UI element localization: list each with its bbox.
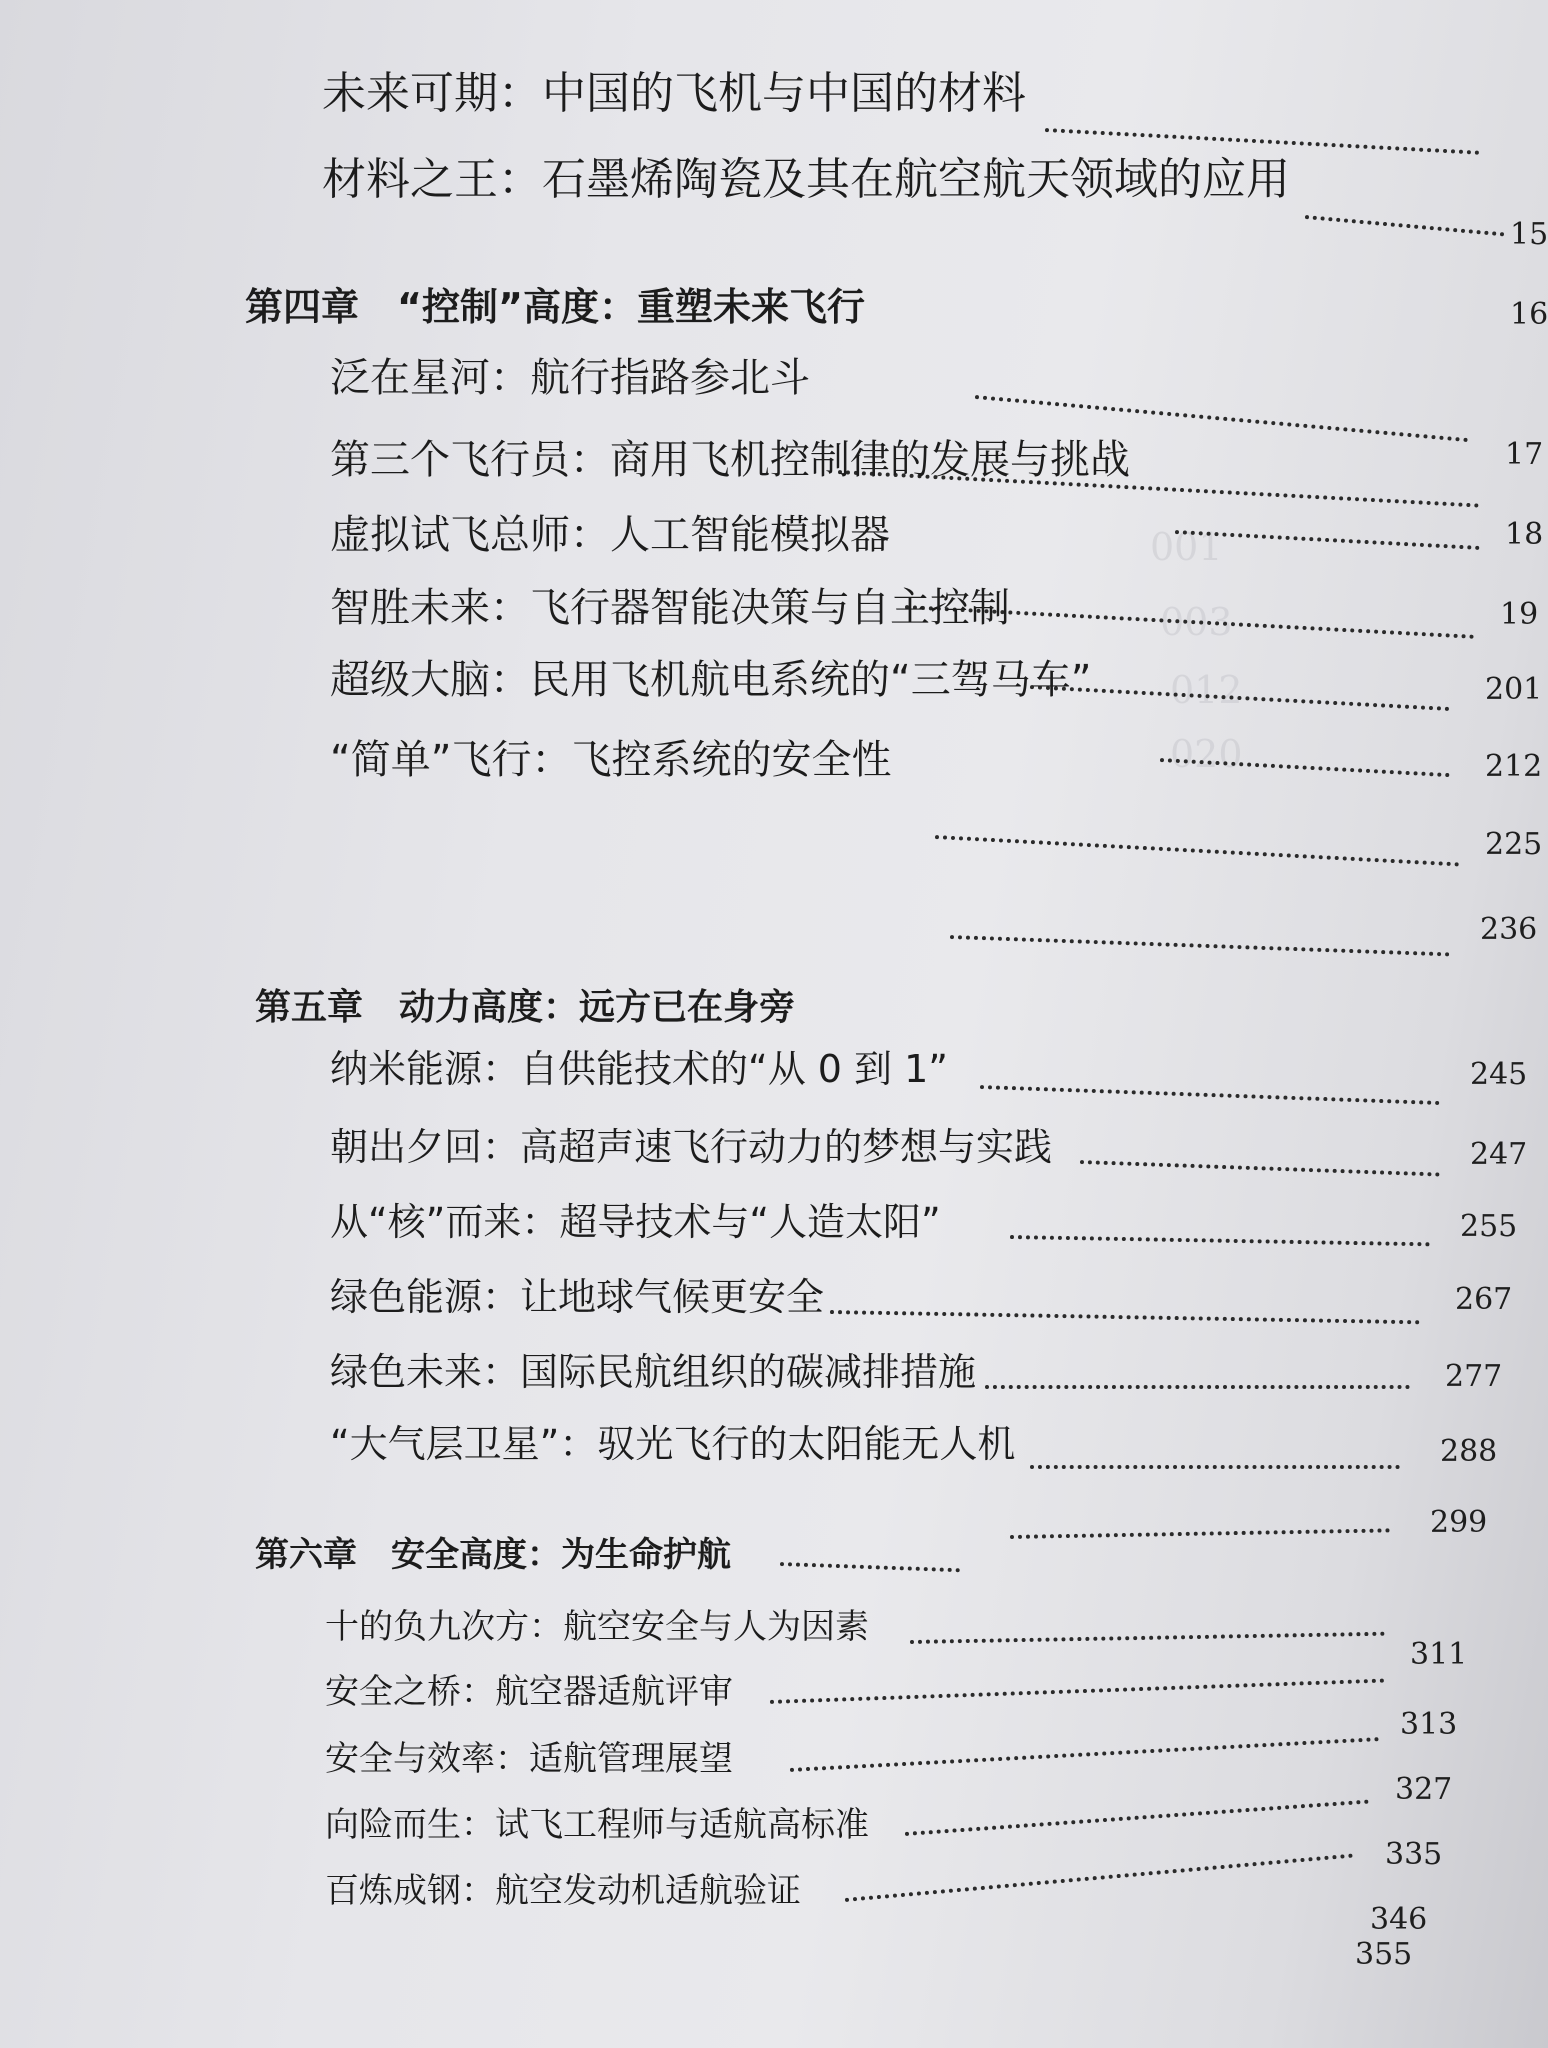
dot-leader <box>780 1562 960 1572</box>
page-number: 311 <box>1410 1637 1468 1672</box>
bleed-through-number: 012 <box>1170 668 1243 712</box>
section-title: 纳米能源：自供能技术的“从 0 到 1” <box>330 1047 948 1091</box>
dot-leader <box>790 1737 1379 1772</box>
dot-leader <box>1010 1528 1390 1539</box>
section-title: “简单”飞行：飞控系统的安全性 <box>330 737 892 783</box>
dot-leader <box>770 1679 1385 1704</box>
page-number: 299 <box>1430 1505 1488 1540</box>
dot-leader <box>830 1310 1420 1324</box>
section-title: 未来可期：中国的飞机与中国的材料 <box>322 68 1026 119</box>
section-title: 智胜未来：飞行器智能决策与自主控制 <box>330 585 1010 631</box>
page-number: 225 <box>1485 827 1543 862</box>
page-number: 17 <box>1505 437 1544 472</box>
page-number: 15 <box>1510 217 1548 252</box>
dot-leader <box>910 1632 1385 1644</box>
page-number: 267 <box>1455 1282 1513 1317</box>
section-title: 第三个飞行员：商用飞机控制律的发展与挑战 <box>330 437 1130 483</box>
page-number: 16 <box>1510 297 1548 332</box>
page-number: 236 <box>1480 912 1538 947</box>
dot-leader <box>1305 215 1505 236</box>
section-title: 泛在星河：航行指路参北斗 <box>330 355 810 401</box>
bleed-through-number: 003 <box>1160 600 1233 644</box>
section-title: 绿色未来：国际民航组织的碳减排措施 <box>330 1350 977 1394</box>
section-title: 材料之王：石墨烯陶瓷及其在航空航天领域的应用 <box>322 154 1290 205</box>
page-number: 355 <box>1355 1937 1413 1972</box>
page-number: 255 <box>1460 1209 1518 1244</box>
page-number: 346 <box>1370 1902 1428 1937</box>
page-number: 327 <box>1395 1772 1453 1807</box>
chapter-title: 第四章 “控制”高度：重塑未来飞行 <box>245 285 865 329</box>
section-title: 百炼成钢：航空发动机适航验证 <box>325 1871 801 1911</box>
dot-leader <box>975 395 1468 442</box>
chapter-title: 第五章 动力高度：远方已在身旁 <box>255 987 796 1028</box>
page-number: 277 <box>1445 1359 1503 1394</box>
dot-leader <box>1045 128 1480 155</box>
section-title: 超级大脑：民用飞机航电系统的“三驾马车” <box>330 657 1092 703</box>
section-title: 虚拟试飞总师：人工智能模拟器 <box>330 512 890 558</box>
dot-leader <box>845 1854 1353 1902</box>
section-title: 安全之桥：航空器适航评审 <box>325 1672 733 1712</box>
dot-leader <box>1010 1235 1430 1246</box>
page-number: 313 <box>1400 1707 1458 1742</box>
page-number: 19 <box>1500 597 1539 632</box>
section-title: 十的负九次方：航空安全与人为因素 <box>325 1607 869 1647</box>
bleed-through-number: 020 <box>1170 732 1243 776</box>
dot-leader <box>1080 1160 1440 1177</box>
page-number: 212 <box>1485 749 1543 784</box>
section-title: 向险而生：试飞工程师与适航高标准 <box>325 1805 869 1845</box>
section-title: 绿色能源：让地球气候更安全 <box>330 1275 825 1319</box>
section-title: 从“核”而来：超导技术与“人造太阳” <box>330 1200 941 1244</box>
page-number: 288 <box>1440 1434 1498 1469</box>
page-number: 201 <box>1485 672 1543 707</box>
dot-leader <box>1030 1465 1400 1469</box>
section-title: 安全与效率：适航管理展望 <box>325 1739 733 1779</box>
dot-leader <box>980 1085 1440 1105</box>
section-title: 朝出夕回：高超声速飞行动力的梦想与实践 <box>330 1125 1053 1169</box>
page-number: 335 <box>1385 1837 1443 1872</box>
chapter-title: 第六章 安全高度：为生命护航 <box>255 1535 731 1575</box>
dot-leader <box>905 1800 1369 1836</box>
page-number: 245 <box>1470 1057 1528 1092</box>
dot-leader <box>935 835 1459 866</box>
dot-leader <box>985 1385 1410 1389</box>
page-number: 18 <box>1505 517 1544 552</box>
bleed-through-number: 001 <box>1150 525 1223 569</box>
dot-leader <box>950 935 1450 956</box>
section-title: “大气层卫星”：驭光飞行的太阳能无人机 <box>330 1422 1016 1466</box>
page-number: 247 <box>1470 1137 1528 1172</box>
